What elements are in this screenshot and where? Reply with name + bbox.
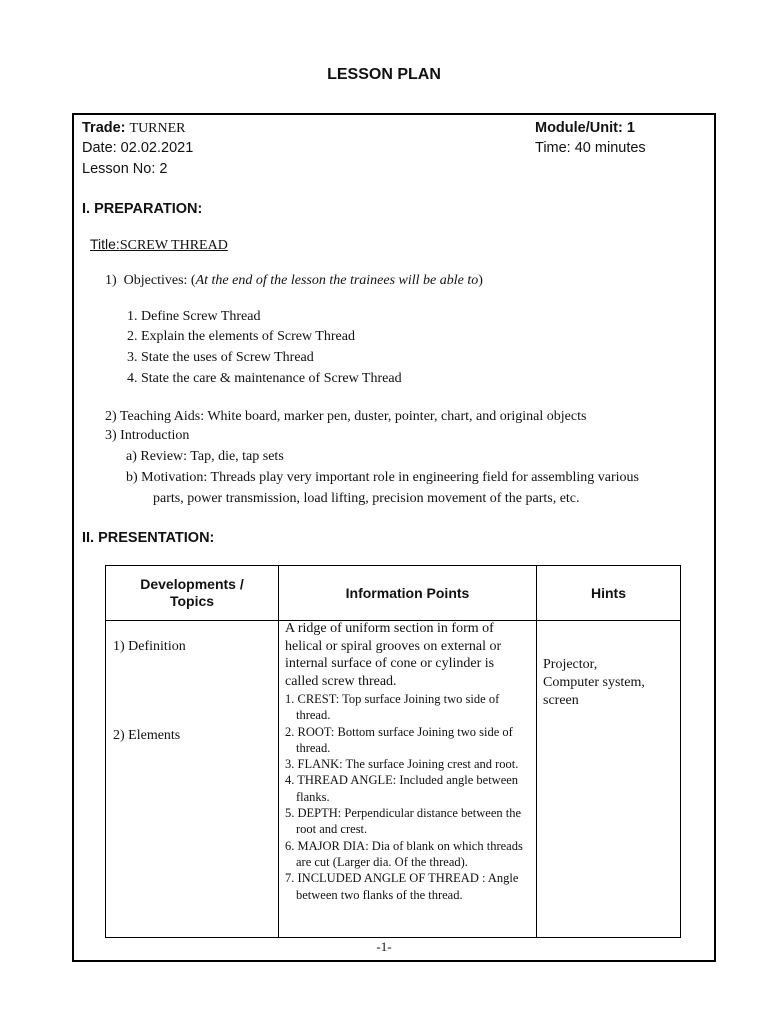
topics-cell bbox=[106, 621, 279, 938]
elements-list bbox=[285, 691, 530, 903]
teaching-aids: 2) Teaching Aids: White board, marker pen, duster, pointer, chart, and original objects bbox=[105, 409, 587, 424]
page-number: -1- bbox=[376, 939, 392, 954]
objectives-label: Objectives: ( bbox=[123, 273, 196, 288]
time-line: Time: 40 minutes bbox=[535, 140, 646, 156]
motivation-line-2: parts, power transmission, load lifting, precision movement of the parts, etc. bbox=[153, 491, 580, 506]
information-cell bbox=[279, 621, 537, 938]
list-item: 6. MAJOR DIA: Dia of blank on which threads are cut (Larger dia. Of the thread). bbox=[285, 838, 523, 869]
objectives-number: 1) bbox=[105, 273, 117, 288]
trade-label: Trade: bbox=[82, 120, 126, 136]
table-header-row bbox=[106, 566, 681, 621]
motivation-line-1: b) Motivation: Threads play very important role in engineering field for assembling various bbox=[126, 470, 639, 485]
document-title: LESSON PLAN bbox=[327, 66, 441, 83]
hint-item: Projector, bbox=[543, 657, 598, 672]
title-value: SCREW THREAD bbox=[119, 238, 228, 253]
table-row bbox=[106, 621, 681, 938]
objectives-line bbox=[105, 273, 483, 289]
lesson-number: Lesson No: 2 bbox=[82, 161, 168, 177]
preparation-heading: I. PREPARATION: bbox=[82, 201, 203, 217]
topic-definition: 1) Definition bbox=[113, 639, 186, 654]
hint-item: screen bbox=[543, 693, 579, 708]
list-item: 5. DEPTH: Perpendicular distance between the root and crest. bbox=[285, 806, 522, 837]
column-header: Information Points bbox=[279, 566, 537, 621]
definition-text: A ridge of uniform section in form of helical or spiral grooves on external or internal surface of cone or cylinder is called screw thread. bbox=[285, 621, 502, 689]
list-item: 7. INCLUDED ANGLE OF THREAD : Angle between two flanks of the thread. bbox=[285, 871, 519, 902]
trade-value: TURNER bbox=[129, 121, 186, 136]
module-unit: Module/Unit: 1 bbox=[535, 120, 635, 136]
title-label: Title: bbox=[90, 236, 120, 252]
column-header: Developments / Topics bbox=[106, 566, 279, 621]
introduction: 3) Introduction bbox=[105, 428, 190, 443]
presentation-table bbox=[105, 565, 681, 938]
objective-item: 1. Define Screw Thread bbox=[127, 309, 261, 324]
list-item: 1. CREST: Top surface Joining two side of thread. bbox=[285, 692, 500, 723]
list-item: 4. THREAD ANGLE: Included angle between flanks. bbox=[285, 773, 519, 804]
list-item: 3. FLANK: The surface Joining crest and root. bbox=[285, 757, 519, 772]
date-line: Date: 02.02.2021 bbox=[82, 140, 194, 156]
presentation-heading: II. PRESENTATION: bbox=[82, 530, 215, 546]
objective-item: 3. State the uses of Screw Thread bbox=[127, 350, 314, 365]
objective-item: 4. State the care & maintenance of Screw Thread bbox=[127, 371, 402, 386]
list-item: 2. ROOT: Bottom surface Joining two side of thread. bbox=[285, 724, 513, 755]
objectives-close: ) bbox=[478, 273, 483, 288]
column-header: Hints bbox=[537, 566, 681, 621]
review: a) Review: Tap, die, tap sets bbox=[126, 449, 284, 464]
trade-line bbox=[82, 119, 186, 137]
objective-item: 2. Explain the elements of Screw Thread bbox=[127, 329, 355, 344]
topic-elements: 2) Elements bbox=[113, 728, 181, 743]
lesson-title-line bbox=[90, 236, 228, 254]
objectives-italic: At the end of the lesson the trainees will be able to bbox=[195, 273, 479, 288]
hint-item: Computer system, bbox=[543, 675, 645, 690]
hints-cell bbox=[537, 621, 681, 938]
